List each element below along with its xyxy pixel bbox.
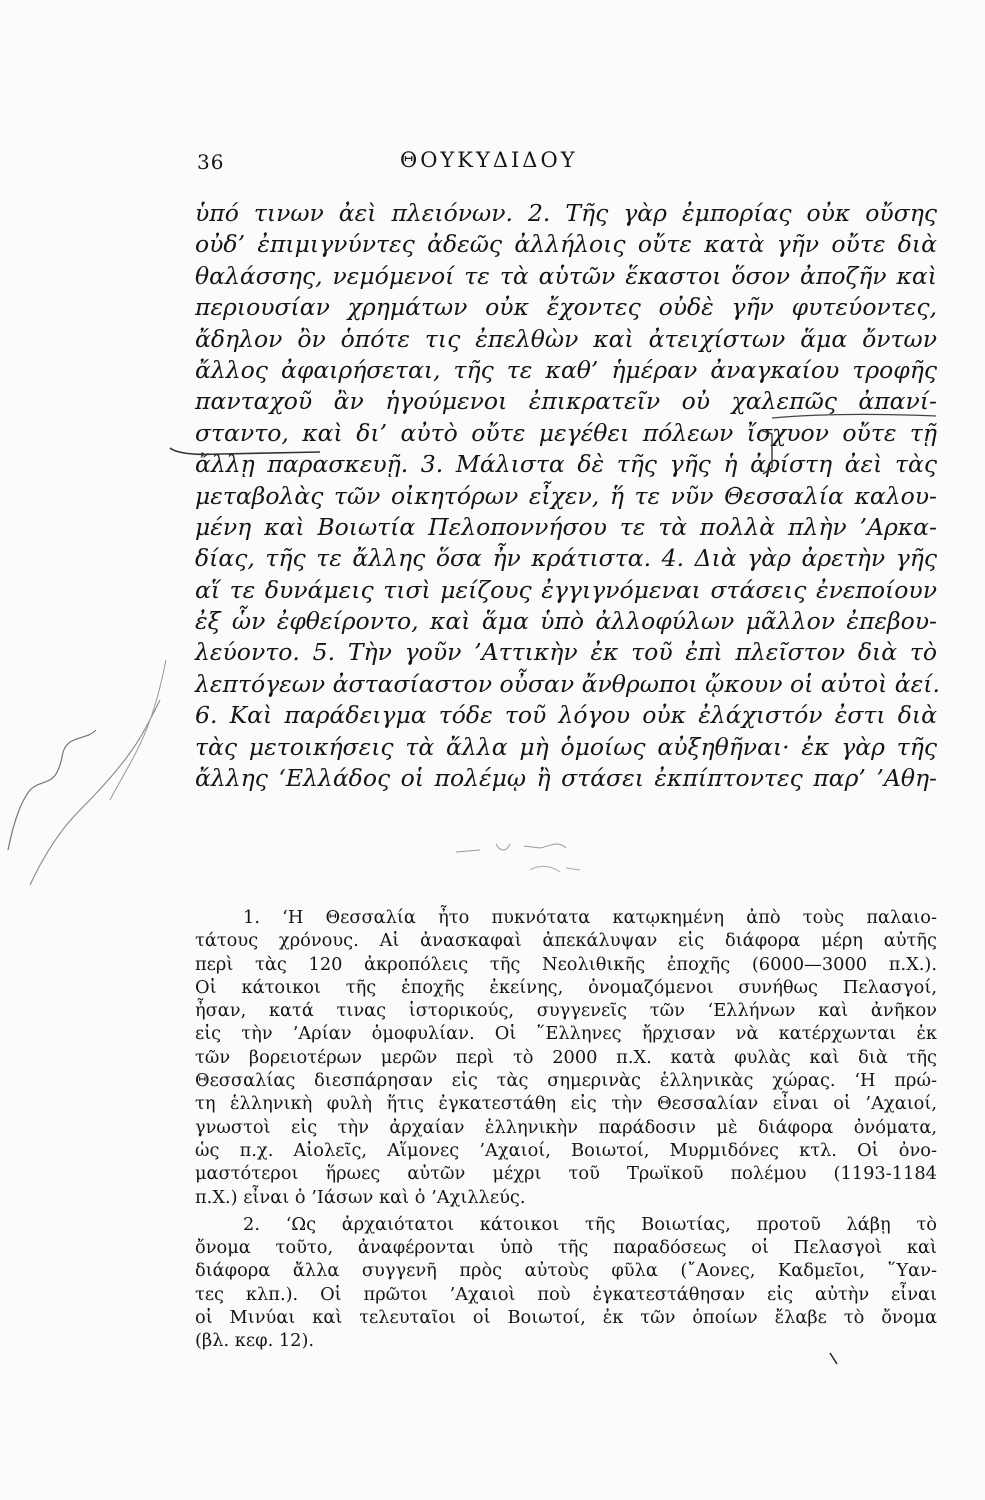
footnotes	[195, 906, 937, 1353]
footnote-line: ὄνομα τοῦτο, ἀναφέρονται ὑπὸ τῆς παραδόσεως οἱ Πελασγοὶ καὶ	[195, 1237, 937, 1259]
main-line: ἄλλος ἀφαιρήσεται, τῆς τε καθ’ ἡμέραν ἀναγκαίου τροφῆς	[195, 355, 937, 384]
under-scribble	[440, 830, 640, 880]
footnote-line: 2. ‘Ως ἀρχαιότατοι κάτοικοι τῆς Βοιωτίας, προτοῦ λάβῃ τὸ	[243, 1213, 937, 1235]
main-line: λεύοντο. 5. Τὴν γοῦν ’Αττικὴν ἐκ τοῦ ἐπὶ πλεῖστον διὰ τὸ	[195, 638, 937, 667]
footnote-line: Οἱ κάτοικοι τῆς ἐποχῆς ἐκείνης, ὀνομαζόμενοι συνήθως Πελασγοί,	[195, 976, 937, 998]
footnote-line: τες κλπ.). Οἱ πρῶτοι ’Αχαιοὶ ποὺ ἐγκατεστάθησαν εἰς αὐτὴν εἶναι	[195, 1283, 937, 1305]
main-line: θαλάσσης, νεμόμενοί τε τὰ αὑτῶν ἕκαστοι ὅσον ἀποζῆν καὶ	[195, 261, 937, 290]
footnote-line: ὡς π.χ. Αἰολεῖς, Αἵμονες ’Αχαιοί, Βοιωτοί, Μυρμιδόνες κτλ. Οἱ ὀνο-	[195, 1139, 937, 1161]
footnote-line: τῶν βορειοτέρων μερῶν περὶ τὸ 2000 π.Χ. κατὰ φυλὰς καὶ διὰ τῆς	[195, 1046, 937, 1068]
footnote-line: 1. ‘Η Θεσσαλία ἦτο πυκνότατα κατῳκημένη ἀπὸ τοὺς παλαιο-	[243, 907, 937, 928]
main-line: πανταχοῦ ἂν ἡγούμενοι ἐπικρατεῖν οὐ χαλεπῶς ἀπανί-	[195, 387, 937, 416]
main-line: 6. Καὶ παράδειγμα τόδε τοῦ λόγου οὐκ ἐλάχιστόν ἐστι διὰ	[195, 701, 937, 730]
footnote-line: ἦσαν, κατά τινας ἱστορικούς, συγγενεῖς τῶν ‘Ελλήνων καὶ ἀνῆκον	[195, 1000, 937, 1022]
footnote-line: μαστότεροι ἥρωες αὐτῶν μέχρι τοῦ Τρωϊκοῦ πολέμου (1193-1184	[195, 1163, 937, 1185]
footnote-line: οἱ Μινύαι καὶ τελευταῖοι οἱ Βοιωτοί, ἐκ τῶν ὁποίων ἔλαβε τὸ ὄνομα	[195, 1307, 937, 1329]
footnote-line: εἰς τὴν ’Αρίαν ὁμοφυλίαν. Οἱ ῞Ελληνες ἤρχισαν νὰ κατέρχωνται ἐκ	[195, 1023, 937, 1045]
main-line: ἄλλῃ παρασκευῇ. 3. Μάλιστα δὲ τῆς γῆς ἡ ἀρίστη ἀεὶ τὰς	[195, 450, 937, 479]
main-line: ἄδηλον ὂν ὁπότε τις ἐπελθὼν καὶ ἀτειχίστων ἅμα ὄντων	[195, 324, 937, 353]
footnote-line: π.Χ.) εἶναι ὁ ’Ιάσων καὶ ὁ ’Αχιλλεύς.	[195, 1186, 526, 1208]
main-line: περιουσίαν χρημάτων οὐκ ἔχοντες οὐδὲ γῆν φυτεύοντες,	[195, 293, 937, 322]
main-text	[195, 198, 940, 794]
footnote-line: Θεσσαλίας διεσπάρησαν εἰς τὰς σημερινὰς ἑλληνικὰς χώρας. ‘Η πρώ-	[195, 1070, 937, 1092]
footnote-line: γνωστοὶ εἰς τὴν ἀρχαίαν ἑλληνικὴν παράδοσιν μὲ διάφορα ὀνόματα,	[195, 1116, 937, 1138]
footnote-line: τάτους χρόνους. Αἱ ἀνασκαφαὶ ἀπεκάλυψαν εἰς διάφορα μέρη αὐτῆς	[195, 930, 937, 952]
main-line: λεπτόγεων ἀστασίαστον οὖσαν ἄνθρωποι ᾤκουν οἱ αὐτοὶ ἀεί.	[195, 669, 940, 698]
main-line: οὐδ’ ἐπιμιγνύντες ἀδεῶς ἀλλήλοις οὔτε κατὰ γῆν οὔτε διὰ	[195, 230, 937, 259]
main-line: ἄλλης ‘Ελλάδος οἱ πολέμῳ ἢ στάσει ἐκπίπτοντες παρ’ ’Αθη-	[195, 764, 937, 793]
main-line: ὑπό τινων ἀεὶ πλειόνων. 2. Τῆς γὰρ ἐμπορίας οὐκ οὔσης	[195, 199, 937, 227]
main-line: σταντο, καὶ δι’ αὐτὸ οὔτε μεγέθει πόλεων ἴσχυον οὔτε τῇ	[195, 418, 937, 447]
main-line: δίας, τῆς τε ἄλλης ὅσα ἦν κράτιστα. 4. Διὰ γὰρ ἀρετὴν γῆς	[195, 544, 937, 573]
footnote-line: περὶ τὰς 120 ἀκροπόλεις τῆς Νεολιθικῆς ἐποχῆς (6000—3000 π.Χ.).	[195, 953, 937, 975]
running-head: ΘΟΥΚΥΔΙΔΟΥ	[400, 148, 578, 172]
tick-mark	[828, 1352, 840, 1366]
footnote-line: τη ἑλληνικὴ φυλὴ ἥτις ἐγκατεστάθη εἰς τὴν Θεσσαλίαν εἶναι οἱ ’Αχαιοί,	[195, 1093, 937, 1115]
footnote-line: διάφορα ἄλλα συγγενῆ πρὸς αὐτοὺς φῦλα (῎Αονες, Καδμεῖοι, ῞Υαν-	[195, 1260, 937, 1282]
main-line: ἐξ ὧν ἐφθείροντο, καὶ ἅμα ὑπὸ ἀλλοφύλων μᾶλλον ἐπεβου-	[195, 607, 937, 636]
main-line: τὰς μετοικήσεις τὰ ἄλλα μὴ ὁμοίως αὐξηθῆναι· ἐκ γὰρ τῆς	[195, 732, 937, 761]
main-line: αἵ τε δυνάμεις τισὶ μείζους ἐγγιγνόμεναι στάσεις ἐνεποίουν	[195, 575, 937, 604]
footnote-line: (βλ. κεφ. 12).	[195, 1330, 315, 1352]
page-number: 36	[197, 150, 225, 174]
main-line: μένη καὶ Βοιωτία Πελοποννήσου τε τὰ πολλὰ πλὴν ’Αρκα-	[195, 512, 937, 541]
pen-underline-mark	[160, 408, 940, 478]
main-line: μεταβολὰς τῶν οἰκητόρων εἶχεν, ἥ τε νῦν Θεσσαλία καλου-	[195, 481, 937, 510]
margin-scribble	[0, 640, 200, 890]
